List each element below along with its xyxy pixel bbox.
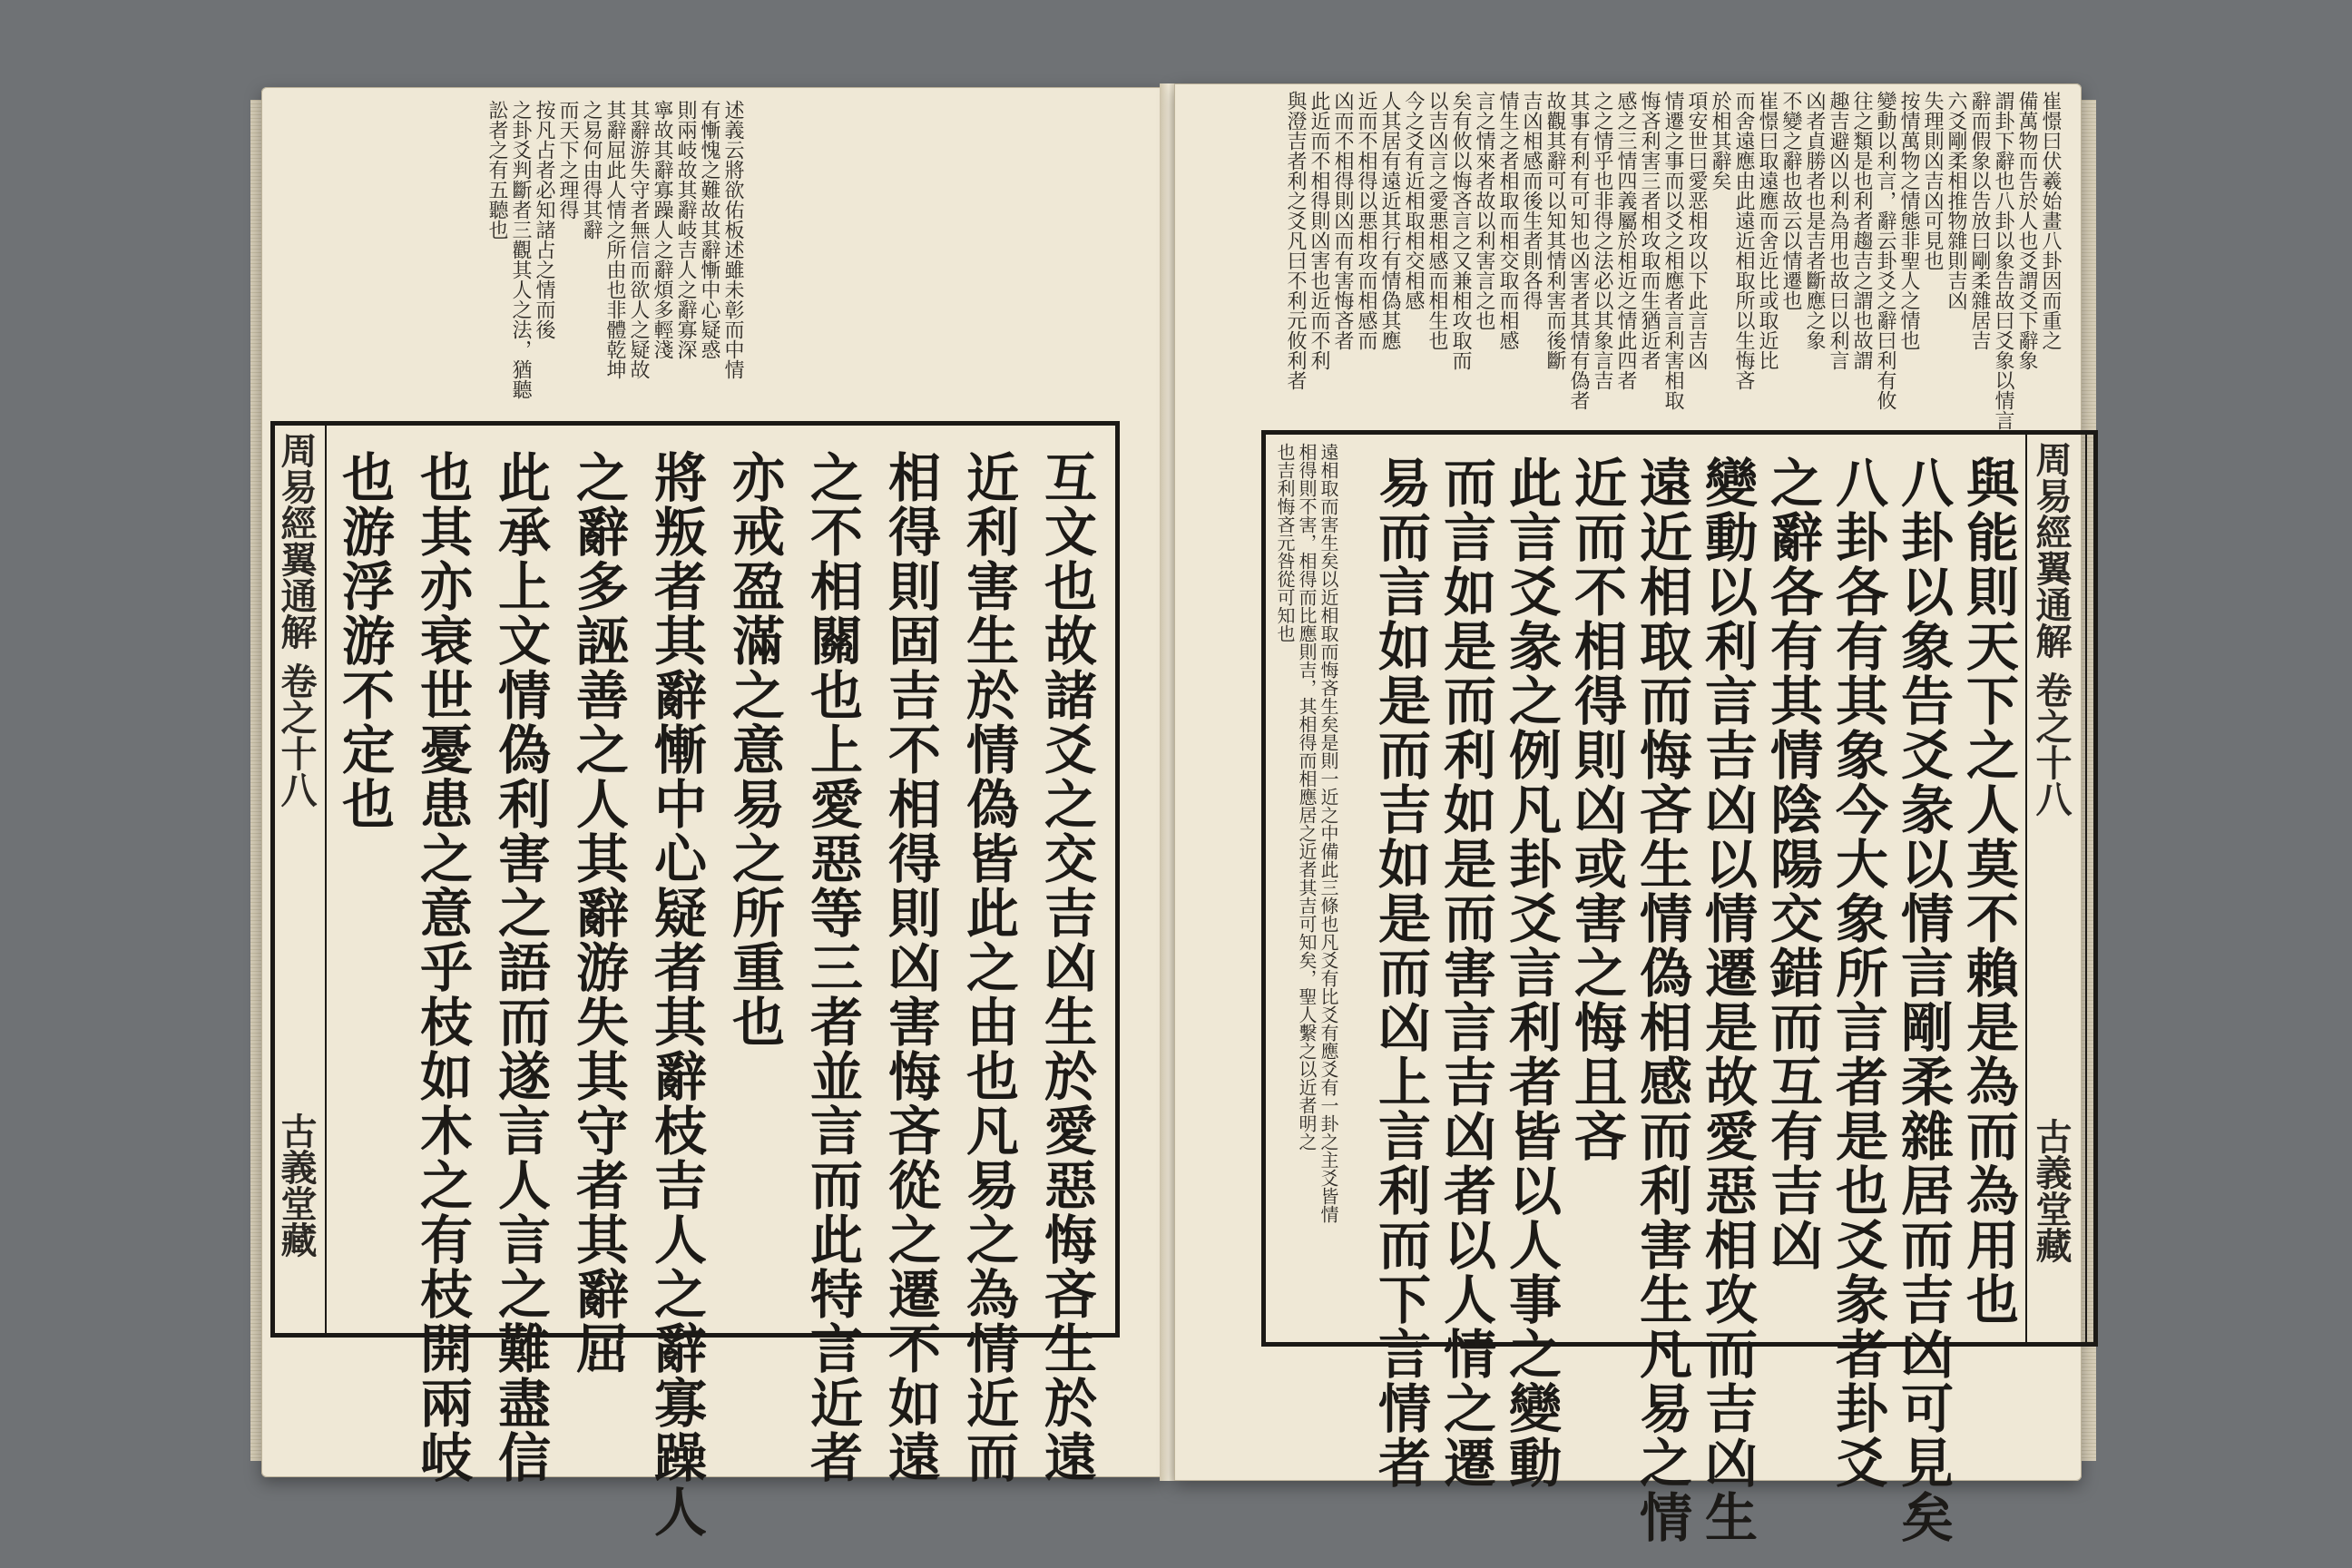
main-text-column: 也其亦衰世憂患之意乎枝如木之有枝開兩岐 — [411, 450, 473, 1485]
headnote-column: 按凡占者必知諸占之情而後 — [533, 100, 555, 339]
main-text-column: 而言如是而利如是而害言吉凶者以人情之遷 — [1435, 456, 1496, 1490]
headnote-column: 之易何由得其辭 — [580, 100, 603, 240]
main-text-column: 相得則固吉不相得則凶害悔吝從之遷不如遠 — [879, 450, 941, 1485]
main-text-column: 將叛者其辭慚中心疑者其辭枝吉人之辭寡躁人 — [645, 450, 707, 1539]
headnote-column: 按情萬物之情態非聖人之情也 — [1897, 91, 1920, 350]
headnote-column: 六爻剛柔相推物雜則吉凶 — [1945, 91, 1967, 310]
main-text-column: 易而言如是而吉如是而凶上言利而下言情者 — [1369, 456, 1431, 1490]
headnote-column: 之卦爻判斷者三觀其人之法，猶聽 — [509, 100, 532, 399]
headnote-column: 往之類是也利者趨吉之謂也故謂 — [1850, 91, 1873, 370]
left-margin-title: 周易經翼通解 卷之十八 — [275, 432, 318, 808]
headnote-column: 訟者之有五聽也 — [485, 100, 508, 240]
headnote-column: 則兩岐故其辭岐吉人之辭寡深 — [674, 100, 697, 359]
headnote-column: 崔憬曰伏羲始畫八卦因而重之 — [2039, 91, 2062, 350]
headnote-column: 而天下之理得 — [556, 100, 579, 220]
main-text-column: 之不相關也上愛惡等三者並言而此特言近者 — [801, 450, 863, 1485]
headnote-column: 以吉凶言之愛悪相感而相生也 — [1426, 91, 1448, 350]
headnote-column: 崔憬曰取遠應而舍近比或取近比 — [1756, 91, 1779, 370]
headnote-column: 趣吉避凶以利為用也故曰以利言 — [1827, 91, 1849, 370]
headnote-column: 寧故其辭寡躁人之辭煩多輕淺 — [651, 100, 673, 359]
headnote-column: 備萬物而告於人也爻謂爻下辭象 — [2015, 91, 2038, 370]
inframe-note-column: 相得則不害，相得而比應則吉，其相得而相應居之近者其吉可知矣，聖人繫之以近者明之 — [1296, 443, 1318, 1151]
main-text-column: 近利害生於情偽皆此之由也凡易之為情近而 — [957, 450, 1019, 1485]
right-page — [1174, 83, 2082, 1544]
inframe-note-column: 遠相取而害生矣以近相取而悔吝生矣是則一近之中備此三條也凡爻有比爻有應爻有一卦之主爻皆情 — [1318, 443, 1339, 1223]
headnote-column: 情生之者相取而相交取而相感 — [1496, 91, 1519, 350]
main-text-column: 也游浮游不定也 — [333, 450, 395, 831]
headnote-column: 有慚愧之難故其辭慚中心疑惑 — [698, 100, 720, 359]
headnote-column: 其事有利有可知也凶害者其情有偽者 — [1567, 91, 1590, 410]
main-text-column: 亦戒盈滿之意易之所重也 — [723, 450, 785, 1049]
left-margin-bottom: 古義堂藏 — [275, 1112, 318, 1258]
headnote-column: 謂卦下辭也八卦以象告故曰爻象以情言 — [1992, 91, 2014, 430]
main-text-column: 此言爻彖之例凡卦爻言利者皆以人事之變動 — [1500, 456, 1562, 1490]
headnote-column: 變動以利言，辭云卦爻之辭曰利有攸 — [1874, 91, 1896, 410]
headnote-column: 不變之辭也故云以情遷也 — [1779, 91, 1802, 310]
headnote-column: 項安世曰愛恶相攻以下此言吉凶 — [1685, 91, 1708, 370]
headnote-column: 矣有攸以悔吝言之又兼相攻取而 — [1449, 91, 1472, 370]
headnote-column: 失理則凶吉凶可見也 — [1921, 91, 1944, 270]
headnote-column: 之之情乎也非得之法必以其象言吉 — [1591, 91, 1613, 390]
headnote-column: 情遷之事而以爻之相應者言利害相取 — [1661, 91, 1684, 410]
headnote-column: 此近而不相得則凶害也近而不利 — [1308, 91, 1330, 370]
headnote-column: 凶者貞勝者也是吉者斷應之象 — [1803, 91, 1826, 350]
main-text-column: 近而不相得則凶或害之悔且吝 — [1565, 456, 1627, 1163]
main-text-column: 變動以利言吉凶以情遷是故愛惡相攻而吉凶生 — [1696, 456, 1758, 1544]
main-text-column: 遠近相取而悔吝生情偽相感而利害生凡易之情 — [1631, 456, 1692, 1544]
main-text-column: 之辭多誣善之人其辭游失其守者其辭屈 — [567, 450, 629, 1376]
headnote-column: 悔吝利害三者相攻取而生猶近者 — [1638, 91, 1661, 370]
main-text-column: 八卦以象告爻彖以情言剛柔雜居而吉凶可見矣 — [1892, 456, 1954, 1544]
main-text-column: 與能則天下之人莫不賴是為而為用也 — [1957, 456, 2019, 1327]
headnote-column: 其辭屈此人情之所由也非體乾坤 — [603, 100, 626, 379]
headnote-column: 感之三情四義屬於相近之情此四者 — [1614, 91, 1637, 390]
headnote-column: 而舍遠應由此遠近相取所以生悔吝 — [1732, 91, 1755, 390]
headnote-column: 與澄吉者利之爻凡曰不利元攸利者 — [1284, 91, 1307, 390]
inframe-note-column: 也吉利悔吝元咎從可知也 — [1274, 443, 1296, 642]
headnote-column: 吉凶相感而後生者則各得 — [1520, 91, 1543, 310]
right-margin-title: 周易經翼通解 卷之十八 — [2030, 441, 2073, 817]
headnote-column: 故觀其辭可以知其情利害而後斷 — [1544, 91, 1566, 370]
main-text-column: 此承上文情偽利害之語而遂言人言之難盡信 — [489, 450, 551, 1485]
main-text-column: 之辭各有其情陰陽交錯而互有吉凶 — [1761, 456, 1823, 1272]
headnote-column: 近而不相得以悪相攻而相感而 — [1355, 91, 1377, 350]
headnote-column: 其辭游失守者無信而欲人之疑故 — [627, 100, 650, 379]
headnote-column: 辭而假象以告放曰剛柔雜居吉 — [1968, 91, 1991, 350]
headnote-column: 凶而不相得則凶而有害悔吝者 — [1331, 91, 1354, 350]
main-text-column: 互文也故諸爻之交吉凶生於愛惡悔吝生於遠 — [1035, 450, 1097, 1485]
left-page — [261, 87, 1165, 1539]
main-text-column: 八卦各有其象今大象所言者是也爻彖者卦爻 — [1827, 456, 1888, 1490]
headnote-column: 言之情來者故以利害言之也 — [1473, 91, 1495, 330]
headnote-column: 於相其辭矣 — [1709, 91, 1731, 191]
right-margin-bottom: 古義堂藏 — [2030, 1118, 2073, 1263]
headnote-column: 今之爻有近相取相交相感 — [1402, 91, 1425, 310]
headnote-column: 人其居有遠近其行有情偽其應 — [1378, 91, 1401, 350]
headnote-column: 述義云將欲佑板述雖未彰而中情 — [721, 100, 744, 379]
